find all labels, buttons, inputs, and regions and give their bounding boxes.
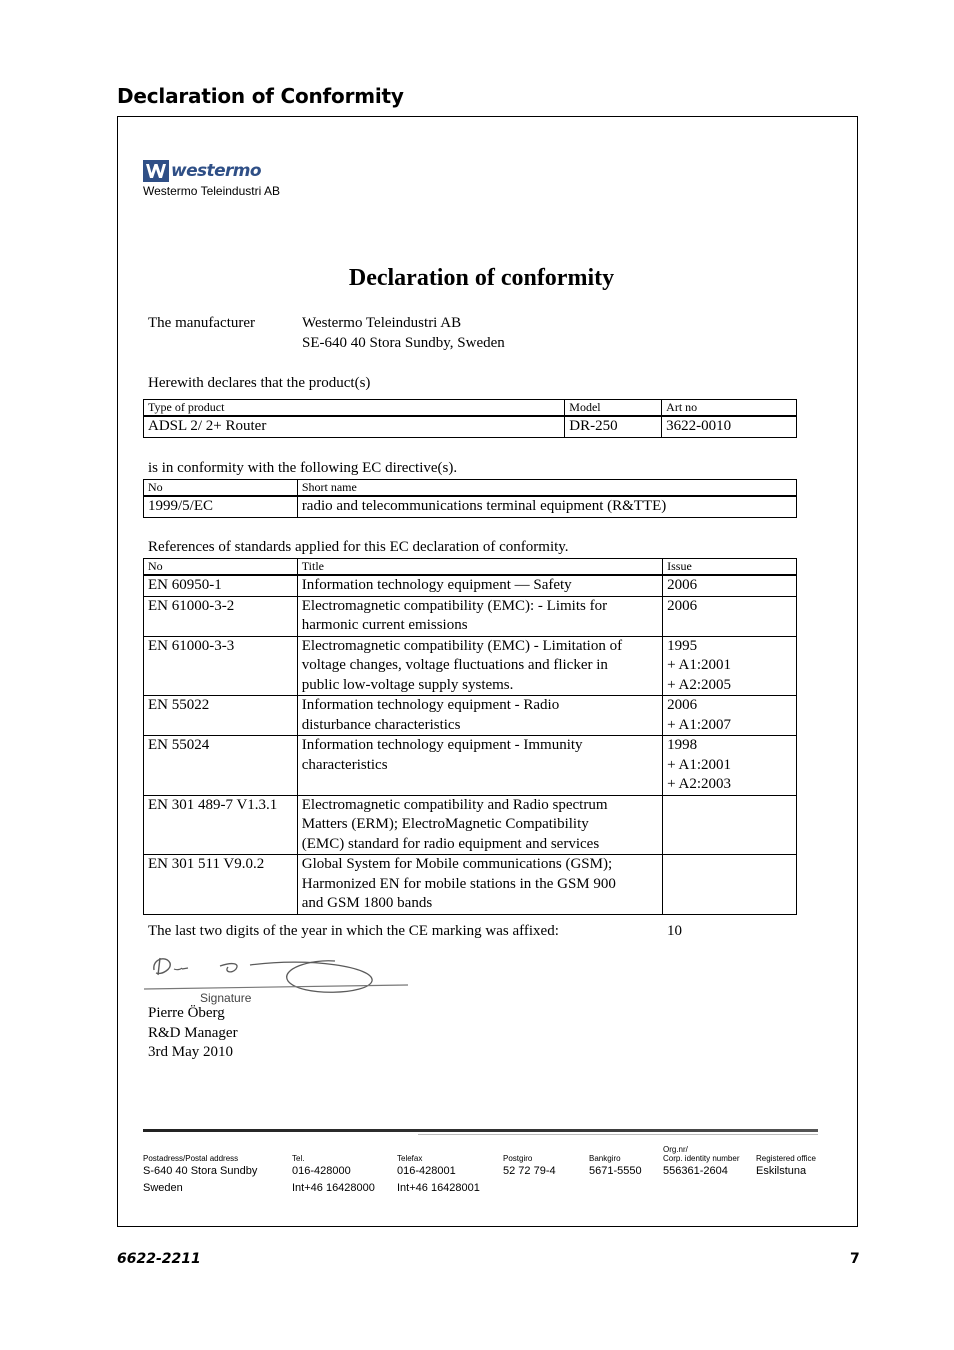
standard-issue-line: + A1:2001 [667,657,732,673]
footer-label [503,1145,556,1163]
footer-label-line: Postadress/Postal address [143,1154,239,1163]
standards-intro: References of standards applied for this EC declaration of conformity. [148,539,569,555]
standard-title-line: (EMC) standard for radio equipment and services [301,835,600,852]
footer-label [397,1145,480,1163]
footer-label-line: Org.nr/ [663,1145,688,1154]
footer-value: 016-428000 [292,1165,351,1177]
footer-label-line: Tel. [292,1154,305,1163]
signature-date: 3rd May 2010 [148,1044,233,1060]
standard-title-line: Matters (ERM); ElectroMagnetic Compatibility [301,816,589,832]
standard-issue-cell [663,855,797,915]
standard-no-cell: EN 60950-1 [144,575,298,596]
table-header-cell: No [144,559,298,576]
standard-issue-line: 1998 [667,737,698,753]
footer-label [756,1145,816,1163]
standard-title-line: voltage changes, voltage fluctuations and flicker in [301,657,608,673]
footer-column [503,1145,556,1178]
footer-value: Eskilstuna [756,1165,807,1177]
standard-issue-cell [663,736,797,796]
standard-issue-line: + A1:2001 [667,756,732,773]
manufacturer-name: Westermo Teleindustri AB [302,315,462,331]
footer-label [663,1145,739,1163]
standard-no-cell: EN 55022 [144,696,298,736]
table-row [144,696,797,736]
table-header-cell: No [144,480,298,497]
footer-value: Sweden [143,1182,183,1194]
ce-marking-value: 10 [667,923,682,939]
standard-issue-cell [663,795,797,855]
standard-no-cell: EN 55024 [144,736,298,796]
table-header-cell: Short name [297,480,796,497]
manufacturer-label: The manufacturer [148,315,256,331]
page-heading: Declaration of Conformity [117,84,404,108]
table-row [144,855,797,915]
table-header-cell: Issue [663,559,797,576]
standard-issue-line: + A2:2003 [667,776,732,792]
footer-label-line: Registered office [756,1154,816,1163]
footer-value: Int+46 16428000 [292,1182,375,1194]
product-type-cell: ADSL 2/ 2+ Router [144,416,565,437]
westermo-w-icon [143,160,169,182]
signature-image [140,945,410,1005]
footer-column [292,1145,375,1195]
table-row [144,636,797,696]
standard-title-line: Electromagnetic compatibility (EMC): - Limits for [301,597,608,614]
standard-title-cell [297,736,662,796]
standard-title-line: Information technology equipment — Safety [301,577,572,593]
directive-no-cell: 1999/5/EC [144,496,298,517]
standard-title-line: characteristics [301,756,388,773]
manufacturer-address: SE-640 40 Stora Sundby, Sweden [302,335,505,351]
standard-title-cell [297,575,662,596]
directive-table [143,479,797,518]
product-artno-cell: 3622-0010 [662,416,797,437]
standard-title-cell [297,795,662,855]
standard-issue-cell [663,596,797,636]
footer-label-line: Corp. identity number [663,1154,740,1163]
table-header-cell: Type of product [144,400,565,417]
table-header-cell: Title [297,559,662,576]
standard-no-cell: EN 61000-3-3 [144,636,298,696]
standard-title-line: and GSM 1800 bands [301,895,433,911]
document-number: 6622-2211 [117,1251,201,1267]
standard-issue-line: + A1:2007 [667,716,732,733]
footer-value: S-640 40 Stora Sundby [143,1165,258,1177]
table-header-cell: Art no [662,400,797,417]
table-header-row [144,480,797,497]
standard-title-line: Electromagnetic compatibility and Radio spectrum [301,796,608,813]
table-row [144,496,797,517]
standard-title-cell [297,636,662,696]
footer-divider [143,1129,818,1132]
signatory-role: R&D Manager [148,1025,238,1041]
table-row [144,416,797,437]
document-title: Declaration of conformity [348,265,615,291]
standard-issue-line: 2006 [667,577,698,593]
product-table [143,399,797,438]
standard-title-cell [297,855,662,915]
letterhead-company: Westermo Teleindustri AB [143,184,280,198]
signature-label: Signature [200,991,252,1005]
footer-value: Int+46 16428001 [397,1182,480,1194]
footer-label [143,1145,257,1163]
standard-title-line: Information technology equipment - Immunity [301,737,583,753]
table-header-cell: Model [565,400,662,417]
footer-value: 52 72 79-4 [503,1165,556,1177]
footer-value: 556361-2604 [663,1165,728,1177]
footer-column [663,1145,739,1178]
table-row [144,736,797,796]
table-header-row [144,400,797,417]
standard-title-line: disturbance characteristics [301,716,461,733]
standard-issue-line: 1995 [667,637,698,654]
footer-label-line: Postgiro [503,1154,533,1163]
ce-marking-text: The last two digits of the year in which the CE marking was affixed: [148,923,559,939]
standard-issue-cell [663,575,797,596]
table-header-row [144,559,797,576]
footer-label-line: Telefax [397,1154,423,1163]
footer-column [397,1145,480,1195]
table-row [144,575,797,596]
footer-value: 5671-5550 [589,1165,642,1177]
table-row [144,596,797,636]
standard-title-line: Harmonized EN for mobile stations in the GSM 900 [301,875,616,892]
declares-text: Herewith declares that the product(s) [148,375,371,391]
standard-issue-cell [663,636,797,696]
standard-title-line: Electromagnetic compatibility (EMC) - Limitation of [301,637,623,654]
footer-column [589,1145,642,1178]
directive-intro: is in conformity with the following EC directive(s). [148,460,458,476]
standard-title-line: harmonic current emissions [301,617,468,633]
standard-no-cell: EN 301 489-7 V1.3.1 [144,795,298,855]
standard-issue-line: + A2:2005 [667,676,732,693]
directive-name-cell: radio and telecommunications terminal equipment (R&TTE) [297,496,796,517]
standard-issue-line: 2006 [667,597,698,614]
footer-column [756,1145,816,1178]
standard-no-cell: EN 301 511 V9.0.2 [144,855,298,915]
standard-title-line: Information technology equipment - Radio [301,697,560,713]
table-row [144,795,797,855]
footer-value: 016-428001 [397,1165,456,1177]
footer-column [143,1145,257,1195]
certificate-frame [117,116,858,1227]
standard-title-line: Global System for Mobile communications (GSM); [301,856,613,872]
footer-label [589,1145,642,1163]
signatory-name: Pierre Öberg [148,1005,225,1021]
product-model-cell: DR-250 [565,416,662,437]
standard-title-line: public low-voltage supply systems. [301,676,514,693]
footer-label-line: Bankgiro [589,1154,621,1163]
standard-issue-line: 2006 [667,697,698,713]
logo-wordmark: westermo [171,161,261,181]
standard-title-cell [297,596,662,636]
standards-table [143,558,797,915]
footer-label [292,1145,375,1163]
standard-no-cell: EN 61000-3-2 [144,596,298,636]
standard-title-cell [297,696,662,736]
page-number: 7 [850,1251,860,1267]
westermo-logo [143,160,261,182]
footer-divider-thin [418,1134,818,1135]
standard-issue-cell [663,696,797,736]
